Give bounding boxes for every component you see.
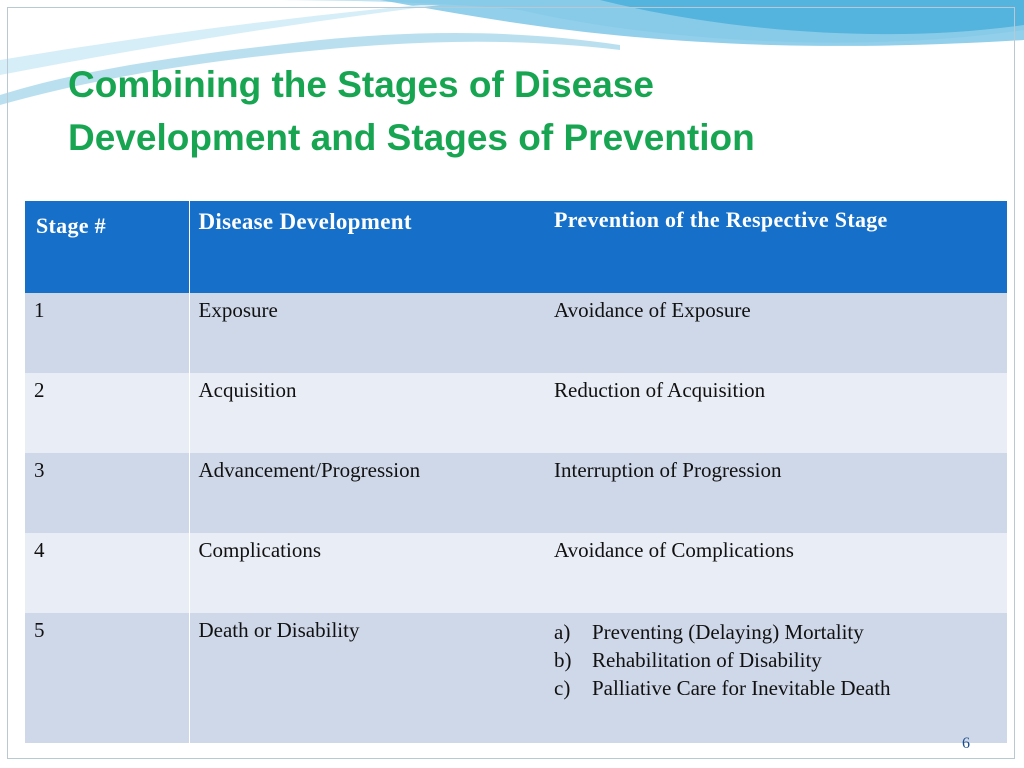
cell-prevention-list xyxy=(546,613,1007,743)
list-item xyxy=(554,618,1007,646)
title-line-2: Development and Stages of Prevention xyxy=(68,117,755,158)
cell-prevention: Avoidance of Complications xyxy=(546,533,1007,613)
cell-development: Exposure xyxy=(189,293,546,373)
table-header xyxy=(25,201,1007,293)
stages-table xyxy=(25,201,1008,743)
table-row xyxy=(25,613,1007,743)
list-marker: b) xyxy=(554,648,572,672)
page-number: 6 xyxy=(962,735,970,752)
table-row xyxy=(25,293,1007,373)
list-item-text: Rehabilitation of Disability xyxy=(592,648,822,672)
cell-stage: 1 xyxy=(25,293,189,373)
cell-development: Acquisition xyxy=(189,373,546,453)
header-disease-development: Disease Development xyxy=(189,201,546,293)
cell-development: Death or Disability xyxy=(189,613,546,743)
list-item-text: Preventing (Delaying) Mortality xyxy=(592,620,864,644)
cell-development: Advancement/Progression xyxy=(189,453,546,533)
cell-prevention: Avoidance of Exposure xyxy=(546,293,1007,373)
list-marker: c) xyxy=(554,676,571,700)
table-row xyxy=(25,373,1007,453)
title-line-1: Combining the Stages of Disease xyxy=(68,64,654,105)
list-item-text: Palliative Care for Inevitable Death xyxy=(592,676,891,700)
cell-prevention: Reduction of Acquisition xyxy=(546,373,1007,453)
list-item xyxy=(554,646,1007,674)
table-row xyxy=(25,453,1007,533)
cell-prevention: Interruption of Progression xyxy=(546,453,1007,533)
prevention-sub-list xyxy=(554,618,1007,702)
header-stage-number: Stage # xyxy=(25,201,189,293)
cell-stage: 3 xyxy=(25,453,189,533)
list-item xyxy=(554,674,1007,702)
cell-stage: 4 xyxy=(25,533,189,613)
list-marker: a) xyxy=(554,620,571,644)
header-prevention: Prevention of the Respective Stage xyxy=(546,201,1007,293)
cell-stage: 5 xyxy=(25,613,189,743)
table-row xyxy=(25,533,1007,613)
slide-title xyxy=(68,58,968,164)
cell-development: Complications xyxy=(189,533,546,613)
cell-stage: 2 xyxy=(25,373,189,453)
